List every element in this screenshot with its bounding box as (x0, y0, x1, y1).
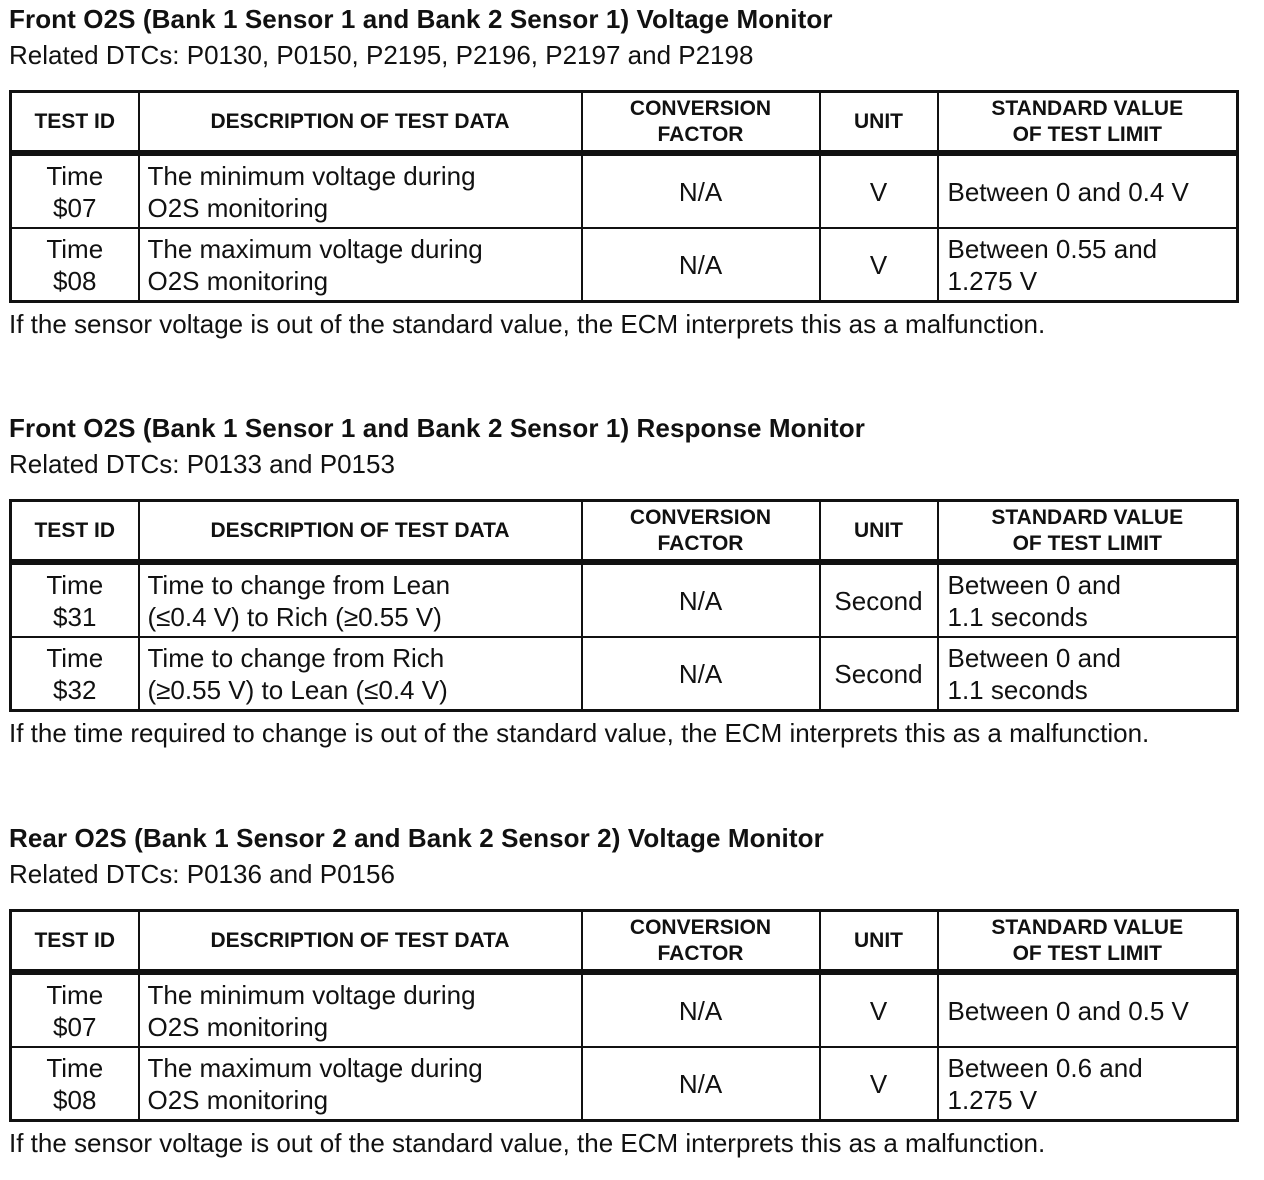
cell-unit: Second (820, 637, 938, 711)
table-row (11, 972, 1238, 1047)
table-header-row (11, 911, 1238, 973)
header-conversion-factor: CONVERSION FACTOR (582, 911, 820, 973)
related-dtcs: Related DTCs: P0136 and P0156 (9, 859, 395, 889)
header-conversion-factor: CONVERSION FACTOR (582, 92, 820, 154)
cell-description: Time to change from Rich (≥0.55 V) to Lean (≤0.4 V) (139, 637, 582, 711)
cell-test-id: Time $32 (11, 637, 139, 711)
section-title: Rear O2S (Bank 1 Sensor 2 and Bank 2 Sensor 2) Voltage Monitor (9, 823, 824, 853)
cell-unit: V (820, 153, 938, 228)
cell-unit: V (820, 1047, 938, 1121)
table-header-row (11, 501, 1238, 563)
header-unit: UNIT (820, 501, 938, 563)
header-unit: UNIT (820, 911, 938, 973)
cell-conversion-factor: N/A (582, 228, 820, 302)
test-table (9, 909, 1239, 1122)
table-row (11, 228, 1238, 302)
malfunction-note: If the time required to change is out of the standard value, the ECM interprets this as a malfunction. (9, 718, 1150, 748)
cell-description: Time to change from Lean (≤0.4 V) to Rich (≥0.55 V) (139, 562, 582, 637)
cell-test-id: Time $08 (11, 1047, 139, 1121)
cell-standard-value: Between 0 and 1.1 seconds (938, 637, 1238, 711)
table-row (11, 562, 1238, 637)
cell-standard-value: Between 0 and 1.1 seconds (938, 562, 1238, 637)
related-dtcs: Related DTCs: P0133 and P0153 (9, 449, 395, 479)
cell-unit: V (820, 228, 938, 302)
cell-conversion-factor: N/A (582, 562, 820, 637)
header-test-id: TEST ID (11, 501, 139, 563)
cell-test-id: Time $07 (11, 153, 139, 228)
related-dtcs: Related DTCs: P0130, P0150, P2195, P2196, P2197 and P2198 (9, 40, 754, 70)
cell-test-id: Time $07 (11, 972, 139, 1047)
cell-unit: V (820, 972, 938, 1047)
cell-conversion-factor: N/A (582, 972, 820, 1047)
cell-test-id: Time $08 (11, 228, 139, 302)
cell-description: The maximum voltage during O2S monitoring (139, 228, 582, 302)
header-unit: UNIT (820, 92, 938, 154)
section-title: Front O2S (Bank 1 Sensor 1 and Bank 2 Sensor 1) Voltage Monitor (9, 4, 833, 34)
test-table (9, 499, 1239, 712)
cell-standard-value: Between 0 and 0.5 V (938, 972, 1238, 1047)
table-header-row (11, 92, 1238, 154)
cell-conversion-factor: N/A (582, 637, 820, 711)
header-description: DESCRIPTION OF TEST DATA (139, 501, 582, 563)
section-rear-o2s-voltage-monitor (9, 823, 1236, 1158)
header-description: DESCRIPTION OF TEST DATA (139, 911, 582, 973)
cell-test-id: Time $31 (11, 562, 139, 637)
section-front-o2s-response-monitor (9, 413, 1236, 748)
cell-description: The minimum voltage during O2S monitoring (139, 972, 582, 1047)
header-conversion-factor: CONVERSION FACTOR (582, 501, 820, 563)
cell-standard-value: Between 0.6 and 1.275 V (938, 1047, 1238, 1121)
header-test-id: TEST ID (11, 911, 139, 973)
table-row (11, 153, 1238, 228)
cell-conversion-factor: N/A (582, 153, 820, 228)
cell-description: The maximum voltage during O2S monitoring (139, 1047, 582, 1121)
cell-standard-value: Between 0 and 0.4 V (938, 153, 1238, 228)
malfunction-note: If the sensor voltage is out of the standard value, the ECM interprets this as a malfunction. (9, 309, 1046, 339)
header-description: DESCRIPTION OF TEST DATA (139, 92, 582, 154)
malfunction-note: If the sensor voltage is out of the standard value, the ECM interprets this as a malfunction. (9, 1128, 1046, 1158)
cell-conversion-factor: N/A (582, 1047, 820, 1121)
table-row (11, 1047, 1238, 1121)
header-test-id: TEST ID (11, 92, 139, 154)
header-standard-value: STANDARD VALUE OF TEST LIMIT (938, 92, 1238, 154)
section-front-o2s-voltage-monitor (9, 4, 1236, 339)
cell-unit: Second (820, 562, 938, 637)
table-row (11, 637, 1238, 711)
header-standard-value: STANDARD VALUE OF TEST LIMIT (938, 501, 1238, 563)
section-title: Front O2S (Bank 1 Sensor 1 and Bank 2 Sensor 1) Response Monitor (9, 413, 865, 443)
test-table (9, 90, 1239, 303)
cell-description: The minimum voltage during O2S monitoring (139, 153, 582, 228)
cell-standard-value: Between 0.55 and 1.275 V (938, 228, 1238, 302)
header-standard-value: STANDARD VALUE OF TEST LIMIT (938, 911, 1238, 973)
